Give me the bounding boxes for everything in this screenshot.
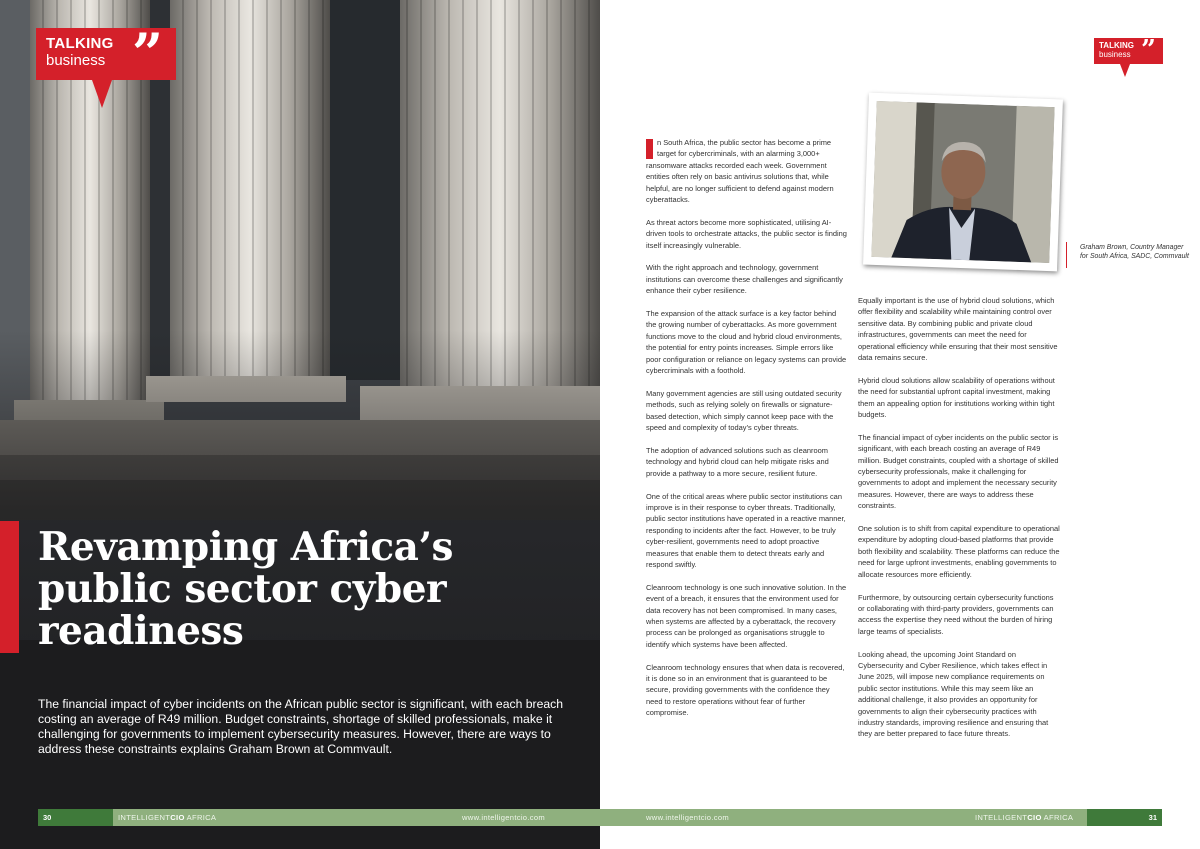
left-footer-brand: INTELLIGENTCIO AFRICA [118,813,217,822]
article-column-1 [646,137,848,730]
article-paragraph: The expansion of the attack surface is a key factor behind the growing number of cyberattacks. As more government functions move to the cloud and hybrid cloud environments, the potential for entry points increases. Simple errors like poor configuration or reliance on legacy systems can provide cybercriminals with a foothold. [646,309,847,376]
left-page-number: 30 [38,809,113,826]
article-paragraph: Cleanroom technology is one such innovative solution. In the event of a breach, it ensures that the environment used for data recovery has not been compromised. In many cases, when systems are affected by a cyberattack, the recovery process can be prolonged as organisations struggle to identify which systems have been affected. [646,582,847,649]
article-column-2 [858,295,1060,751]
article-paragraph: One of the critical areas where public sector institutions can improve is in their response to cyber threats. Traditionally, public sector institutions have operated in a reactive manner, responding to incidents after the fact. However, to be truly cyber-resilient, governments need to adopt proactive measures that enable them to detect threats early and respond swiftly. [646,491,846,569]
article-paragraph: As threat actors become more sophisticated, utilising AI-driven tools to orchestrate attacks, the public sector is finding itself increasingly vulnerable. [646,217,847,250]
headline-accent-bar [0,521,19,653]
caption-accent-line [1066,242,1067,268]
article-paragraph: The financial impact of cyber incidents on the public sector is significant, with each breach costing an average of R49 million. Budget constraints, coupled with a shortage of skilled cybersecurity professionals, make it challenging for governments to adopt and implement the necessary security measures. However, there are ways to address these constraints. [858,432,1059,511]
talking-business-badge [36,21,176,85]
article-paragraph: Many government agencies are still using outdated security methods, such as relying solely on firewalls or signature-based detection, which simply cannot keep pace with the speed and complexity of today’s cyber threats. [646,388,842,433]
talking-business-badge-small [1094,35,1163,65]
right-page [600,0,1200,849]
article-headline: Revamping Africa’s public sector cyber readiness [38,524,453,654]
right-footer-url[interactable]: www.intelligentcio.com [646,813,729,822]
photo-caption: Graham Brown, Country Manager for South Africa, SADC, Commvault [1080,244,1189,261]
article-standfirst: The financial impact of cyber incidents on the African public sector is significant, with each breach costing an average of R49 million. Budget constraints, shortage of skilled professionals, make it challenging for governments to implement cybersecurity measures. However, there are ways to address these constraints explains Graham Brown at Commvault. [38,697,564,757]
article-paragraph: One solution is to shift from capital expenditure to operational expenditure by adopting cloud-based platforms that provide both flexibility and scalability. These platforms can reduce the need for large upfront investments, enabling governments to allocate resources more efficiently. [858,524,1060,579]
left-footer-url[interactable]: www.intelligentcio.com [462,813,545,822]
badge-tail-icon [1120,64,1130,77]
article-paragraph: The adoption of advanced solutions such as cleanroom technology and hybrid cloud can help mitigate risks and provide a pathway to a more secure, resilient future. [646,445,829,478]
badge-word-talking: TALKING [1099,41,1134,50]
right-footer-brand: INTELLIGENTCIO AFRICA [975,813,1074,822]
quote-mark-icon: ” [132,21,164,85]
badge-word-business: business [1099,50,1131,59]
article-paragraph: Cleanroom technology ensures that when data is recovered, it is done so in an environment that is guaranteed to be secure, providing governments with the confidence they need to restore operations without fear of further compromise. [646,662,845,718]
article-paragraph: Equally important is the use of hybrid cloud solutions, which offer flexibility and scalability while maintaining control over sensitive data. By combining public and private cloud infrastructures, governments can meet the need for operational efficiency while ensuring that their most sensitive data remains secure. [858,296,1058,363]
article-paragraph: With the right approach and technology, government institutions can overcome these challenges and significantly enhance their cyber resilience. [646,263,843,296]
badge-tail-icon [92,80,112,108]
article-paragraph: Looking ahead, the upcoming Joint Standard on Cybersecurity and Cyber Resilience, which takes effect in June 2025, will impose new compliance requirements on public sector institutions. While this may seem like an additional challenge, it also provides an opportunity for governments to align their cybersecurity practices with industry standards, improving resilience and ensuring that they are better prepared to face future threats. [858,649,1049,739]
article-paragraph: Hybrid cloud solutions allow scalability of operations without the need for substantial upfront capital investment, making them an appealing option for institutions working within tight budgets. [858,375,1055,420]
article-paragraph: n South Africa, the public sector has become a prime target for cybercriminals, with an alarming 3,000+ ransomware attacks recorded each week. Government entities often rely on basic antivirus solutions that, while helpful, are no longer sufficient to defend against modern cyberattacks. [646,138,834,205]
author-portrait-photo [863,93,1063,272]
badge-word-business: business [46,52,106,69]
right-page-number: 31 [1087,809,1162,826]
quote-mark-icon: ” [1141,35,1156,65]
article-paragraph: Furthermore, by outsourcing certain cybersecurity functions or collaborating with third-party providers, governments can access the expertise they need without the burden of hiring large teams of specialists. [858,592,1054,636]
drop-cap-bar [646,139,653,159]
badge-word-talking: TALKING [46,35,114,52]
